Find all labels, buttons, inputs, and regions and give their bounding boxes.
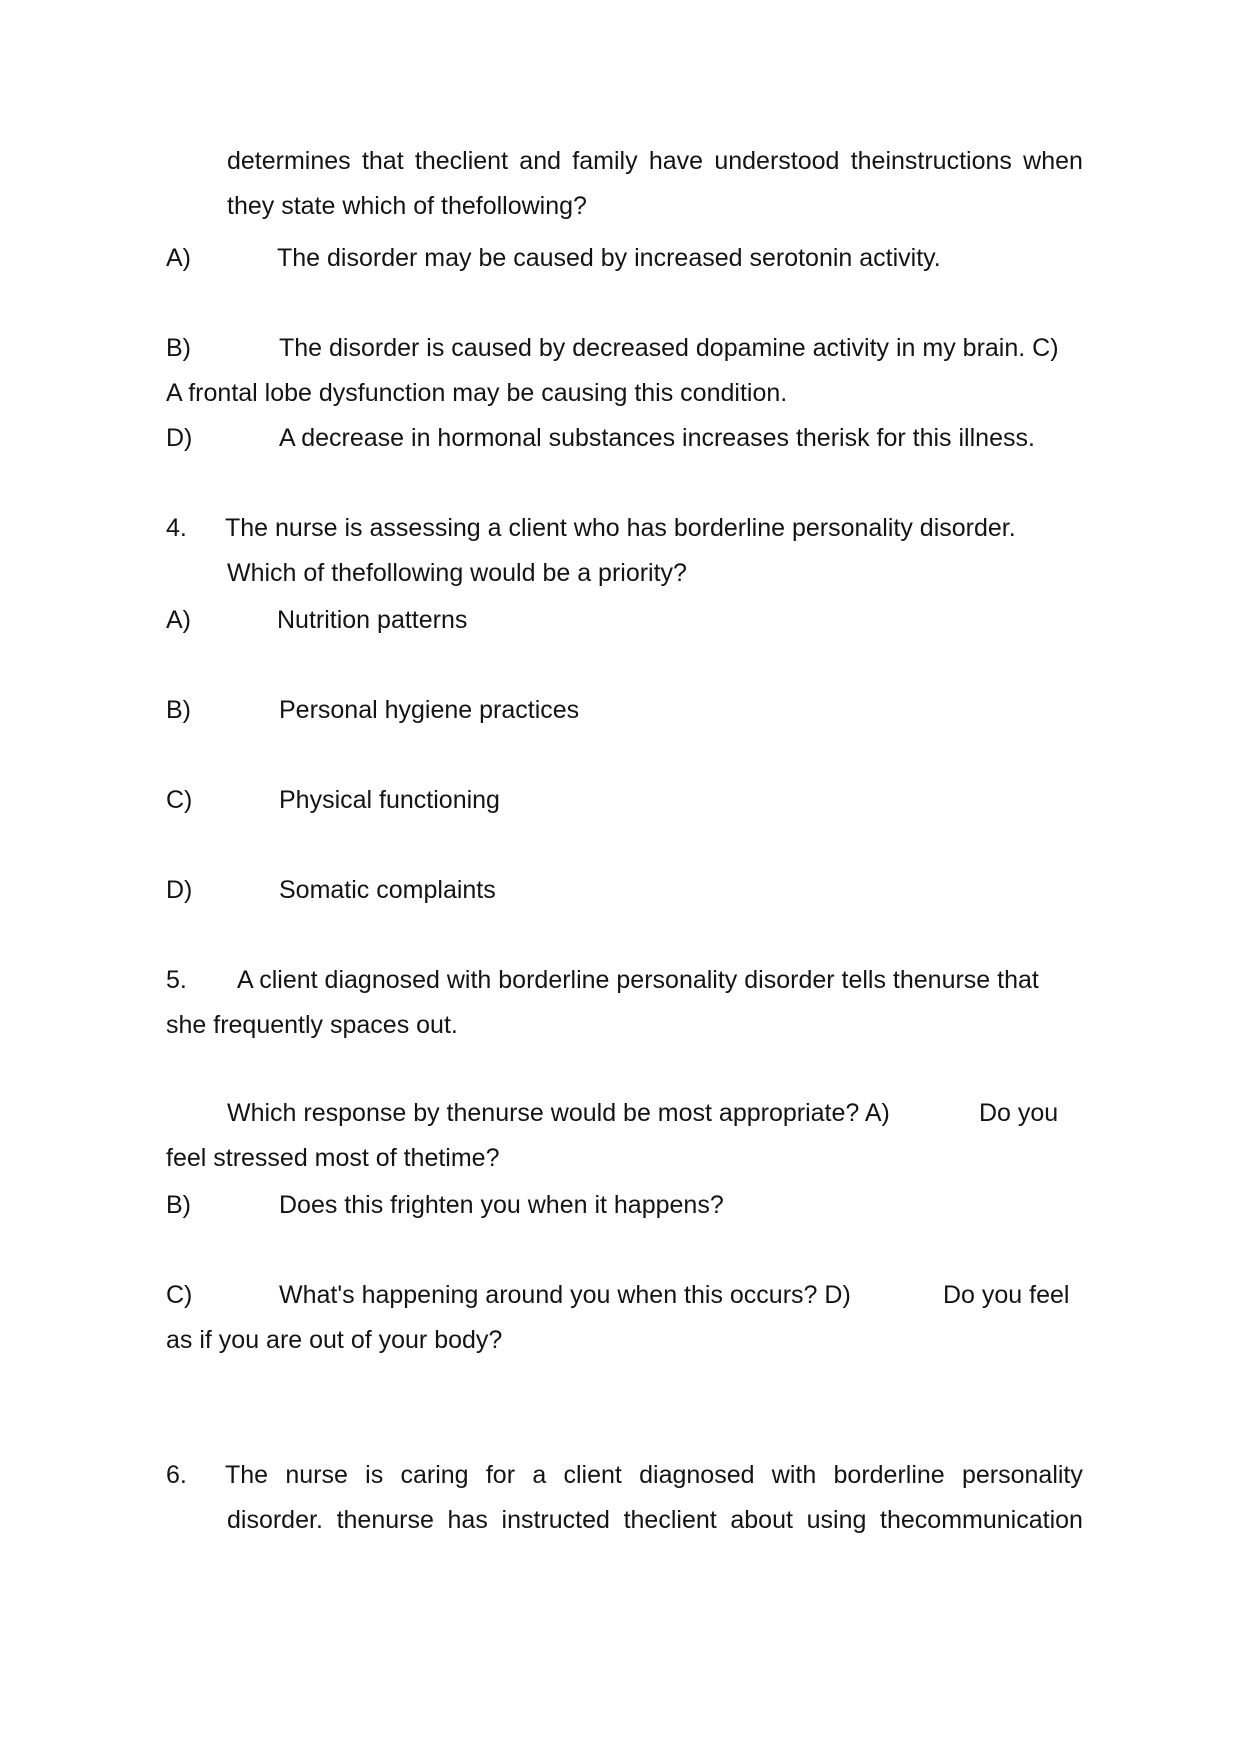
word: theclient: [414, 147, 509, 175]
option-d-text: Do you feel: [943, 1281, 1070, 1309]
option-c-marker: C): [166, 786, 193, 814]
question-6-stem-line-1: [225, 1460, 1083, 1490]
word: determines: [227, 147, 351, 175]
option-a-marker: A): [166, 244, 191, 272]
word: is: [365, 1461, 384, 1489]
option-b-text: Does this frighten you when it happens?: [279, 1191, 724, 1219]
option-b-text: Personal hygiene practices: [279, 696, 580, 724]
word: about: [730, 1506, 793, 1534]
option-d-text: Somatic complaints: [279, 876, 496, 904]
word: when: [1023, 147, 1083, 175]
word: client: [563, 1461, 622, 1489]
question-5-stem-line-2: she frequently spaces out.: [166, 1011, 458, 1039]
word: have: [648, 147, 704, 175]
question-5-number: 5.: [166, 966, 187, 994]
option-b-marker: B): [166, 1191, 191, 1219]
option-a-text: Do you: [979, 1099, 1059, 1127]
question-5-stem-line-3: Which response by thenurse would be most appropriate? A): [227, 1099, 890, 1127]
word: that: [361, 147, 404, 175]
question-3-stem-line-2: they state which of thefollowing?: [227, 192, 587, 220]
question-4-stem-line-1: The nurse is assessing a client who has borderline personality disorder.: [225, 514, 1016, 542]
word: family: [572, 147, 638, 175]
word: disorder.: [227, 1506, 323, 1534]
word: The: [225, 1461, 269, 1489]
word: nurse: [285, 1461, 348, 1489]
word: understood: [714, 147, 840, 175]
option-a-text: Nutrition patterns: [277, 606, 468, 634]
question-3-stem-line-1: [227, 146, 1083, 176]
question-6-number: 6.: [166, 1461, 187, 1489]
word: personality: [961, 1461, 1083, 1489]
word: using: [806, 1506, 867, 1534]
option-c-text: Physical functioning: [279, 786, 500, 814]
option-d-marker: D): [166, 876, 193, 904]
option-d-marker: D): [166, 424, 193, 452]
word: a: [532, 1461, 547, 1489]
word: instructed: [501, 1506, 610, 1534]
word: has: [447, 1506, 488, 1534]
option-d-text-continued: as if you are out of your body?: [166, 1326, 503, 1354]
option-b-marker: B): [166, 696, 191, 724]
question-4-stem-line-2: Which of thefollowing would be a priority?: [227, 559, 687, 587]
option-d-text: A decrease in hormonal substances increases therisk for this illness.: [279, 424, 1035, 452]
question-6-stem-line-2: [227, 1505, 1083, 1535]
word: theinstructions: [850, 147, 1012, 175]
option-a-marker: A): [166, 606, 191, 634]
word: diagnosed: [639, 1461, 755, 1489]
option-c-marker: C): [166, 1281, 193, 1309]
word: and: [519, 147, 562, 175]
option-a-text-continued: feel stressed most of thetime?: [166, 1144, 500, 1172]
question-5-stem-line-1: A client diagnosed with borderline personality disorder tells thenurse that: [237, 966, 1039, 994]
option-b-text: The disorder is caused by decreased dopamine activity in my brain. C): [279, 334, 1059, 362]
question-4-number: 4.: [166, 514, 187, 542]
word: for: [485, 1461, 516, 1489]
option-b-marker: B): [166, 334, 191, 362]
option-c-text: What's happening around you when this occurs? D): [279, 1281, 851, 1309]
word: theclient: [623, 1506, 717, 1534]
word: thenurse: [336, 1506, 434, 1534]
word: borderline: [833, 1461, 945, 1489]
option-c-text: A frontal lobe dysfunction may be causing this condition.: [166, 379, 788, 407]
word: caring: [400, 1461, 469, 1489]
word: thecommunication: [880, 1506, 1083, 1534]
word: with: [771, 1461, 817, 1489]
option-a-text: The disorder may be caused by increased serotonin activity.: [277, 244, 941, 272]
